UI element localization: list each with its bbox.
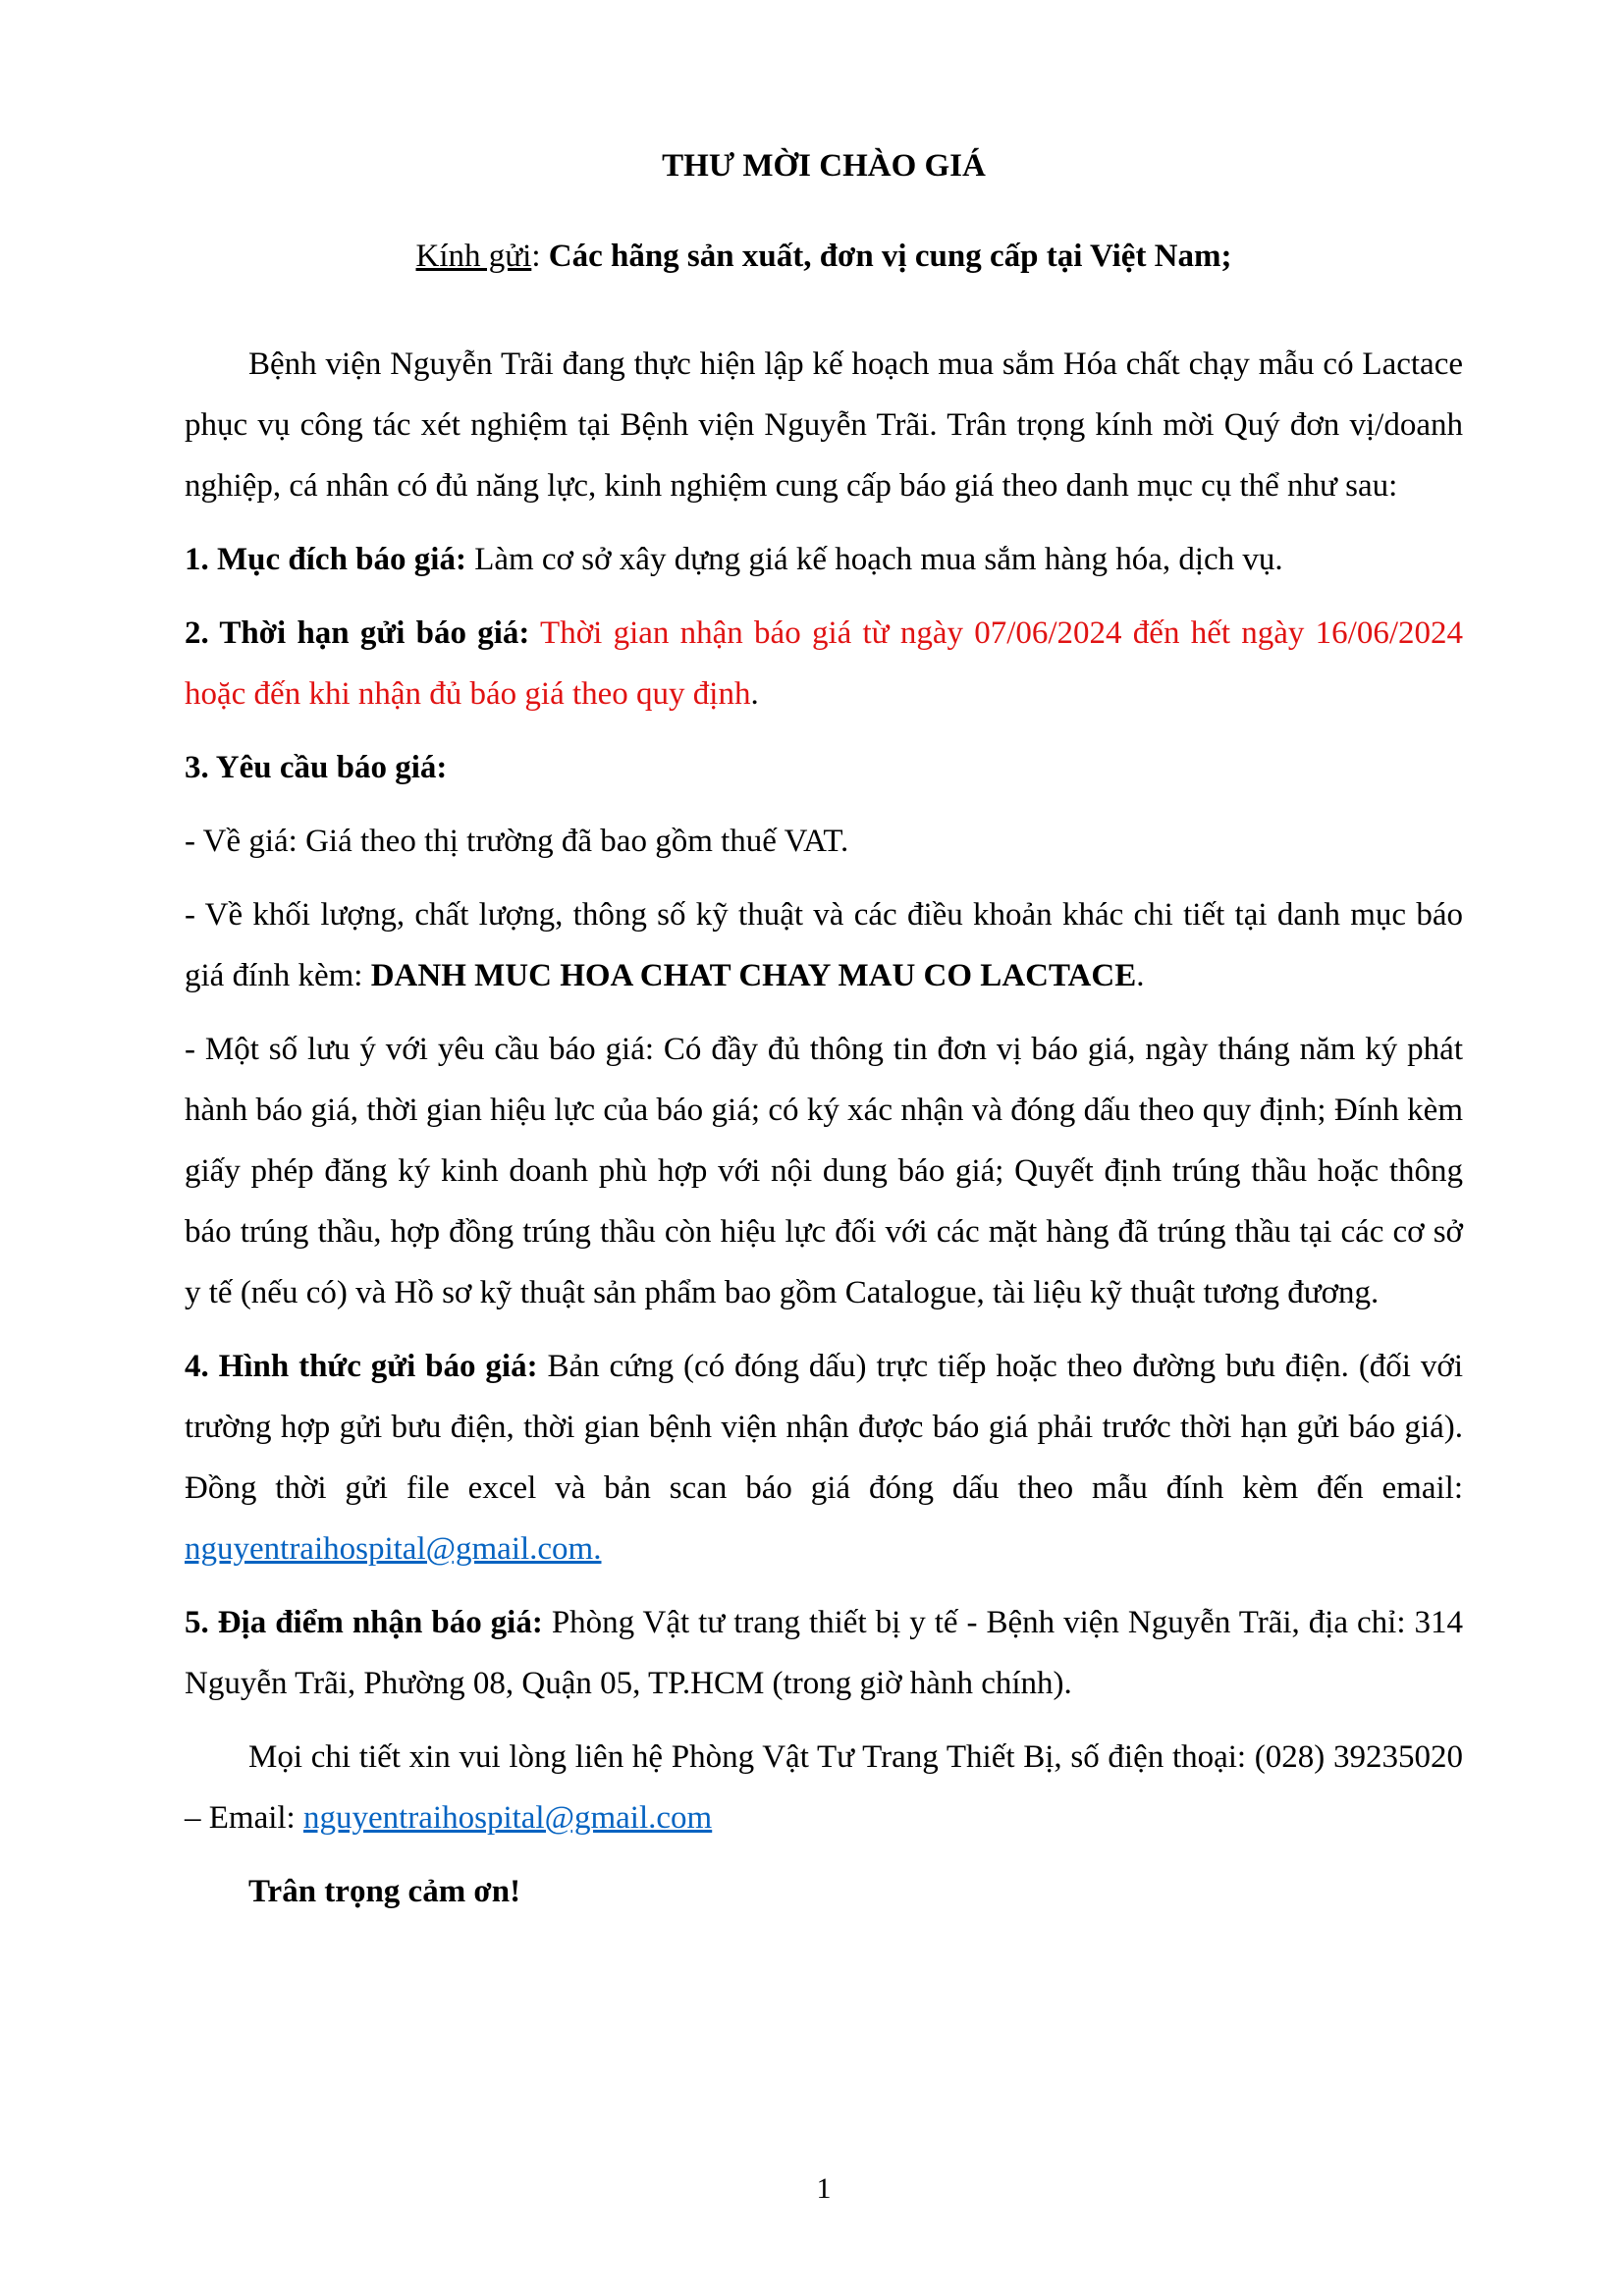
section-purpose-label: 1. Mục đích báo giá: (185, 542, 466, 577)
salutation-line (185, 226, 1463, 287)
salutation-recipient: Các hãng sản xuất, đơn vị cung cấp tại Việt Nam; (548, 239, 1232, 274)
bullet-specs-tail: . (1136, 958, 1145, 993)
salutation-label: Kính gửi (415, 239, 532, 274)
document-body (185, 135, 1463, 1935)
section-location (185, 1592, 1463, 1714)
section-purpose-text: Làm cơ sở xây dựng giá kế hoạch mua sắm hàng hóa, dịch vụ. (465, 542, 1283, 577)
section-location-label: 5. Địa điểm nhận báo giá: (185, 1605, 543, 1640)
section-form-label: 4. Hình thức gửi báo giá: (185, 1349, 538, 1384)
bullet-specs-text: - Về khối lượng, chất lượng, thông số kỹ thuật và các điều khoản khác chi tiết tại danh mục báo giá đính kèm: (185, 897, 1463, 993)
section-deadline (185, 603, 1463, 724)
closing-text: Trân trọng cảm ơn! (248, 1874, 521, 1909)
salutation-separator: : (531, 239, 549, 274)
section-requirements (185, 737, 1463, 798)
section-deadline-tail: . (750, 676, 759, 712)
document-title: THƯ MỜI CHÀO GIÁ (662, 148, 986, 184)
contact-text: Mọi chi tiết xin vui lòng liên hệ Phòng Vật Tư Trang Thiết Bị, số điện thoại: (028) 39235020 – Email: (185, 1739, 1463, 1836)
intro-paragraph: Bệnh viện Nguyễn Trãi đang thực hiện lập kế hoạch mua sắm Hóa chất chạy mẫu có Lactace phục vụ công tác xét nghiệm tại Bệnh viện Nguyễn Trãi. Trân trọng kính mời Quý đơn vị/doanh nghiệp, cá nhân có đủ năng lực, kinh nghiệm cung cấp báo giá theo danh mục cụ thể như sau: (185, 347, 1463, 504)
section-requirements-label: 3. Yêu cầu báo giá: (185, 750, 448, 785)
bullet-notes: - Một số lưu ý với yêu cầu báo giá: Có đầy đủ thông tin đơn vị báo giá, ngày tháng năm ký phát hành báo giá, thời gian hiệu lực của báo giá; có ký xác nhận và đóng dấu theo quy định; Đính kèm giấy phép đăng ký kinh doanh phù hợp với nội dung báo giá; Quyết định trúng thầu hoặc thông báo trúng thầu, hợp đồng trúng thầu còn hiệu lực đối với các mặt hàng đã trúng thầu tại các cơ sở y tế (nếu có) và Hồ sơ kỹ thuật sản phẩm bao gồm Catalogue, tài liệu kỹ thuật tương đương. (185, 1032, 1463, 1310)
section-form (185, 1336, 1463, 1579)
section-purpose (185, 529, 1463, 590)
contact-email-link[interactable]: nguyentraihospital@gmail.com (302, 1800, 713, 1836)
section-form-text: Bản cứng (có đóng dấu) trực tiếp hoặc theo đường bưu điện. (đối với trường hợp gửi bưu điện, thời gian bệnh viện nhận được báo giá phải trước thời hạn gửi báo giá). Đồng thời gửi file excel và bản scan báo giá đóng dấu theo mẫu đính kèm đến email: (185, 1349, 1463, 1506)
section-deadline-label: 2. Thời hạn gửi báo giá: (185, 615, 530, 651)
bullet-specs (185, 884, 1463, 1006)
page-number: 1 (816, 2172, 832, 2205)
contact-paragraph (185, 1727, 1463, 1848)
section-location-text: Phòng Vật tư trang thiết bị y tế - Bệnh viện Nguyễn Trãi, địa chỉ: 314 Nguyễn Trãi, Phường 08, Quận 05, TP.HCM (trong giờ hành chính). (185, 1605, 1463, 1701)
bullet-specs-attachment-name: DANH MUC HOA CHAT CHAY MAU CO LACTACE (370, 958, 1137, 993)
bullet-price: - Về giá: Giá theo thị trường đã bao gồm thuế VAT. (185, 824, 849, 859)
closing-line (185, 1861, 1463, 1922)
email-link[interactable]: nguyentraihospital@gmail.com. (185, 1531, 602, 1567)
section-deadline-highlight: Thời gian nhận báo giá từ ngày 07/06/2024 đến hết ngày 16/06/2024 hoặc đến khi nhận đủ báo giá theo quy định (185, 615, 1463, 712)
